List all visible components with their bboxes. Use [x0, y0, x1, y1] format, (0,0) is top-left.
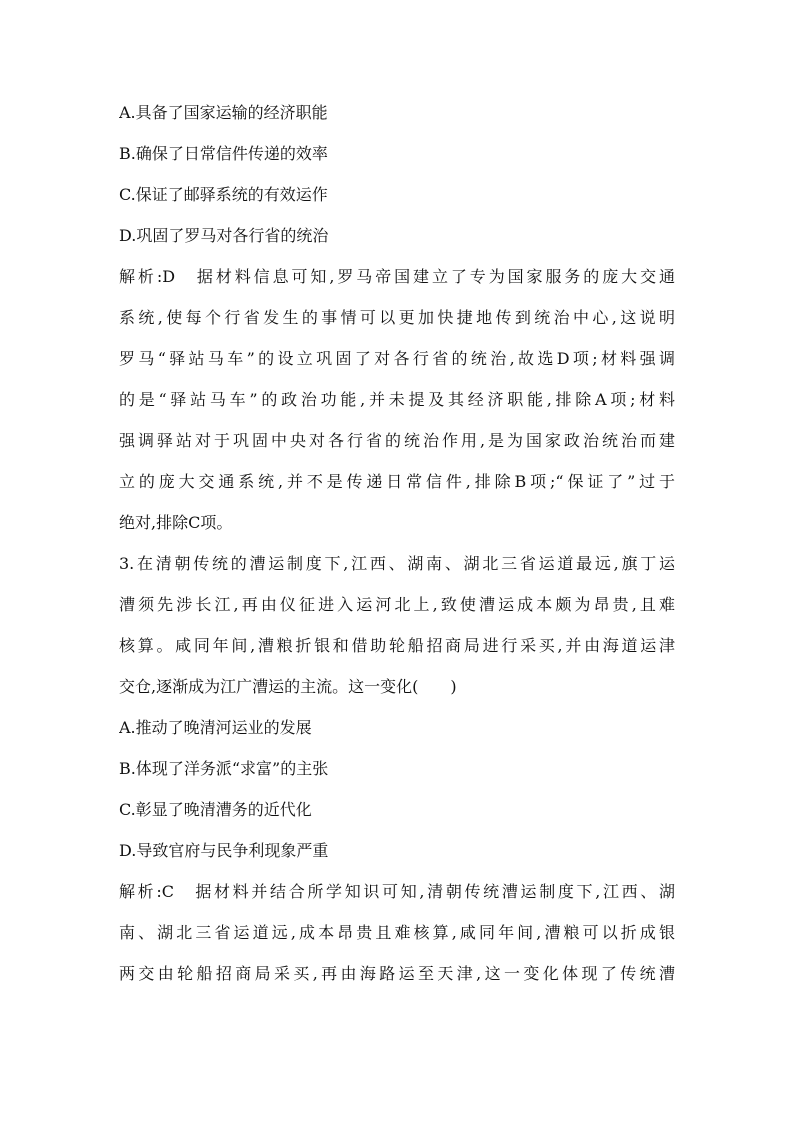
option-b-q3: B.体现了洋务派“求富”的主张	[119, 759, 329, 778]
analysis-q2-line-4: 的是“驿站马车”的政治功能,并未提及其经济职能,排除A项;材料	[119, 390, 675, 409]
question-3-line-3: 核算。咸同年间,漕粮折银和借助轮船招商局进行采买,并由海道运津	[119, 636, 675, 655]
analysis-q2-line-3: 罗马“驿站马车”的设立巩固了对各行省的统治,故选D项;材料强调	[119, 349, 675, 368]
analysis-q2-line-5: 强调驿站对于巩固中央对各行省的统治作用,是为国家政治统治而建	[119, 431, 675, 450]
option-a-q2: A.具备了国家运输的经济职能	[119, 103, 328, 122]
question-3-line-1: 3.在清朝传统的漕运制度下,江西、湖南、湖北三省运道最远,旗丁运	[119, 554, 675, 573]
question-3-line-4: 交仓,逐渐成为江广漕运的主流。这一变化( )	[119, 677, 457, 696]
analysis-q2-line-7: 绝对,排除C项。	[119, 513, 233, 532]
option-c-q2: C.保证了邮驿系统的有效运作	[119, 185, 328, 204]
analysis-q2-line-2: 系统,使每个行省发生的事情可以更加快捷地传到统治中心,这说明	[119, 308, 675, 327]
option-b-q2: B.确保了日常信件传递的效率	[119, 144, 328, 163]
option-d-q3: D.导致官府与民争利现象严重	[119, 841, 329, 860]
document-body	[119, 103, 675, 1005]
analysis-q3-line-1: 解析:C 据材料并结合所学知识可知,清朝传统漕运制度下,江西、湖	[119, 882, 675, 901]
analysis-q2-line-1: 解析:D 据材料信息可知,罗马帝国建立了专为国家服务的庞大交通	[119, 267, 675, 286]
analysis-q3-line-2: 南、湖北三省运道远,成本昂贵且难核算,咸同年间,漕粮可以折成银	[119, 923, 675, 942]
option-d-q2: D.巩固了罗马对各行省的统治	[119, 226, 329, 245]
question-3-line-2: 漕须先涉长江,再由仪征进入运河北上,致使漕运成本颇为昂贵,且难	[119, 595, 675, 614]
analysis-q2-line-6: 立的庞大交通系统,并不是传递日常信件,排除B项;“保证了”过于	[119, 472, 675, 491]
analysis-q3-line-3: 两交由轮船招商局采买,再由海路运至天津,这一变化体现了传统漕	[119, 964, 675, 983]
option-c-q3: C.彰显了晚清漕务的近代化	[119, 800, 312, 819]
option-a-q3: A.推动了晚清河运业的发展	[119, 718, 312, 737]
